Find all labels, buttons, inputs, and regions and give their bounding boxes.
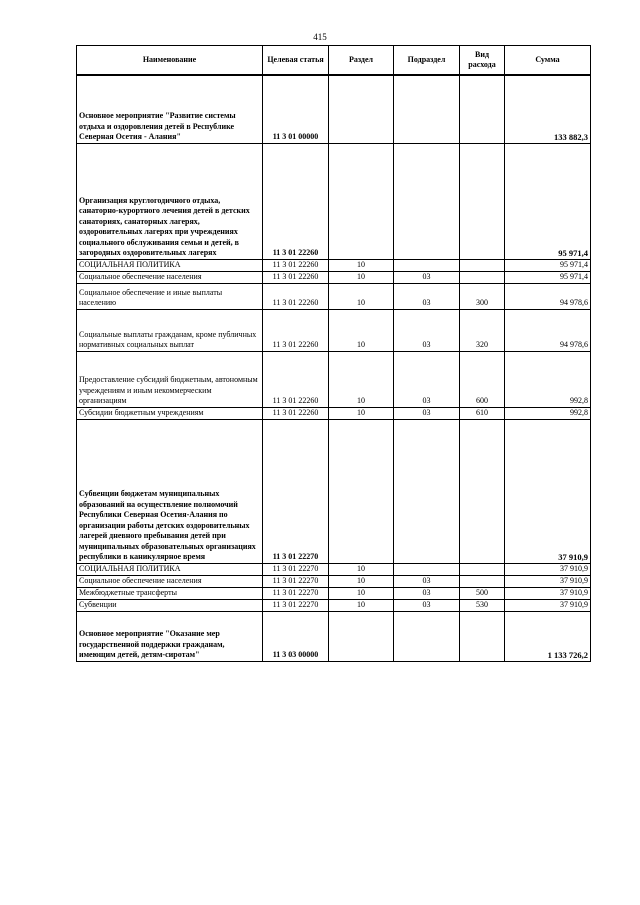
row-subsection: 03 (394, 407, 460, 419)
row-section: 10 (329, 283, 394, 309)
row-section: 10 (329, 309, 394, 351)
row-subsection (394, 611, 460, 661)
row-code: 11 3 01 22270 (263, 563, 329, 575)
row-name: Субсидии бюджетным учреждениям (77, 407, 263, 419)
row-section: 10 (329, 563, 394, 575)
row-expense (460, 75, 505, 143)
row-section: 10 (329, 351, 394, 407)
row-name: СОЦИАЛЬНАЯ ПОЛИТИКА (77, 259, 263, 271)
budget-table (76, 45, 591, 662)
row-subsection (394, 259, 460, 271)
row-expense: 320 (460, 309, 505, 351)
row-code: 11 3 01 00000 (263, 75, 329, 143)
row-subsection: 03 (394, 599, 460, 611)
header-subsection: Подраздел (394, 46, 460, 76)
row-name: Субвенции (77, 599, 263, 611)
row-code: 11 3 01 22260 (263, 351, 329, 407)
row-sum: 992,8 (505, 407, 591, 419)
row-subsection (394, 419, 460, 563)
table-row (77, 259, 591, 271)
row-section: 10 (329, 407, 394, 419)
table-row (77, 419, 591, 563)
table-row (77, 143, 591, 259)
row-subsection: 03 (394, 587, 460, 599)
row-name: Социальное обеспечение и иные выплаты населению (77, 283, 263, 309)
row-sum: 992,8 (505, 351, 591, 407)
row-expense (460, 419, 505, 563)
row-code: 11 3 03 00000 (263, 611, 329, 661)
row-name: СОЦИАЛЬНАЯ ПОЛИТИКА (77, 563, 263, 575)
table-row (77, 563, 591, 575)
row-expense (460, 271, 505, 283)
row-name: Межбюджетные трансферты (77, 587, 263, 599)
page-number: 415 (313, 32, 327, 42)
row-sum: 37 910,9 (505, 575, 591, 587)
row-subsection (394, 143, 460, 259)
row-code: 11 3 01 22260 (263, 143, 329, 259)
row-expense: 500 (460, 587, 505, 599)
row-sum: 95 971,4 (505, 143, 591, 259)
header-section: Раздел (329, 46, 394, 76)
row-expense (460, 575, 505, 587)
row-subsection: 03 (394, 575, 460, 587)
row-name: Социальное обеспечение населения (77, 575, 263, 587)
table-header-row (77, 46, 591, 76)
table-row (77, 283, 591, 309)
row-section (329, 143, 394, 259)
header-sum: Сумма (505, 46, 591, 76)
row-name: Социальные выплаты гражданам, кроме публичных нормативных социальных выплат (77, 309, 263, 351)
row-subsection (394, 563, 460, 575)
table-row (77, 611, 591, 661)
row-sum: 95 971,4 (505, 271, 591, 283)
row-name: Основное мероприятие "Развитие системы отдыха и оздоровления детей в Республике Северная Осетия - Алания" (77, 75, 263, 143)
row-section: 10 (329, 271, 394, 283)
row-name: Основное мероприятие "Оказание мер государственной поддержки гражданам, имеющим детей, детям-сиротам" (77, 611, 263, 661)
row-sum: 133 882,3 (505, 75, 591, 143)
table-row (77, 351, 591, 407)
row-sum: 94 978,6 (505, 283, 591, 309)
table-row (77, 587, 591, 599)
table-row (77, 75, 591, 143)
row-section: 10 (329, 599, 394, 611)
row-code: 11 3 01 22270 (263, 575, 329, 587)
row-expense: 300 (460, 283, 505, 309)
row-name: Предоставление субсидий бюджетным, автономным учреждениям и иным некоммерческим организациям (77, 351, 263, 407)
row-section (329, 611, 394, 661)
table-row (77, 271, 591, 283)
row-section: 10 (329, 575, 394, 587)
row-expense: 530 (460, 599, 505, 611)
row-subsection: 03 (394, 271, 460, 283)
row-sum: 94 978,6 (505, 309, 591, 351)
row-name: Субвенции бюджетам муниципальных образований на осуществление полномочий Республики Северная Осетия-Алания по организации работы детских оздоровительных лагерей дневного пребывания детей при муниципальных образовательных организациях республики в каникулярное время (77, 419, 263, 563)
row-name: Организация круглогодичного отдыха, санаторно-курортного лечения детей в детских санаториях, санаторных лагерях, оздоровительных лагерях при учреждениях социального обслуживания семьи и детей, в загородных оздоровительных лагерях (77, 143, 263, 259)
row-section: 10 (329, 587, 394, 599)
row-code: 11 3 01 22270 (263, 599, 329, 611)
row-sum: 37 910,9 (505, 599, 591, 611)
header-target-article: Целевая статья (263, 46, 329, 76)
table-row (77, 407, 591, 419)
header-name: Наименование (77, 46, 263, 76)
row-code: 11 3 01 22260 (263, 283, 329, 309)
table-row (77, 599, 591, 611)
row-section (329, 419, 394, 563)
row-name: Социальное обеспечение населения (77, 271, 263, 283)
table-row (77, 309, 591, 351)
row-sum: 37 910,9 (505, 419, 591, 563)
row-code: 11 3 01 22270 (263, 419, 329, 563)
row-subsection (394, 75, 460, 143)
row-expense (460, 563, 505, 575)
row-expense (460, 611, 505, 661)
row-expense (460, 143, 505, 259)
row-sum: 37 910,9 (505, 587, 591, 599)
row-section (329, 75, 394, 143)
row-code: 11 3 01 22260 (263, 271, 329, 283)
row-code: 11 3 01 22260 (263, 407, 329, 419)
row-sum: 1 133 726,2 (505, 611, 591, 661)
row-expense (460, 259, 505, 271)
row-expense: 600 (460, 351, 505, 407)
header-expense-type: Вид расхода (460, 46, 505, 76)
row-code: 11 3 01 22270 (263, 587, 329, 599)
row-code: 11 3 01 22260 (263, 309, 329, 351)
row-subsection: 03 (394, 351, 460, 407)
row-sum: 95 971,4 (505, 259, 591, 271)
row-subsection: 03 (394, 283, 460, 309)
row-expense: 610 (460, 407, 505, 419)
table-row (77, 575, 591, 587)
row-subsection: 03 (394, 309, 460, 351)
row-sum: 37 910,9 (505, 563, 591, 575)
row-code: 11 3 01 22260 (263, 259, 329, 271)
row-section: 10 (329, 259, 394, 271)
